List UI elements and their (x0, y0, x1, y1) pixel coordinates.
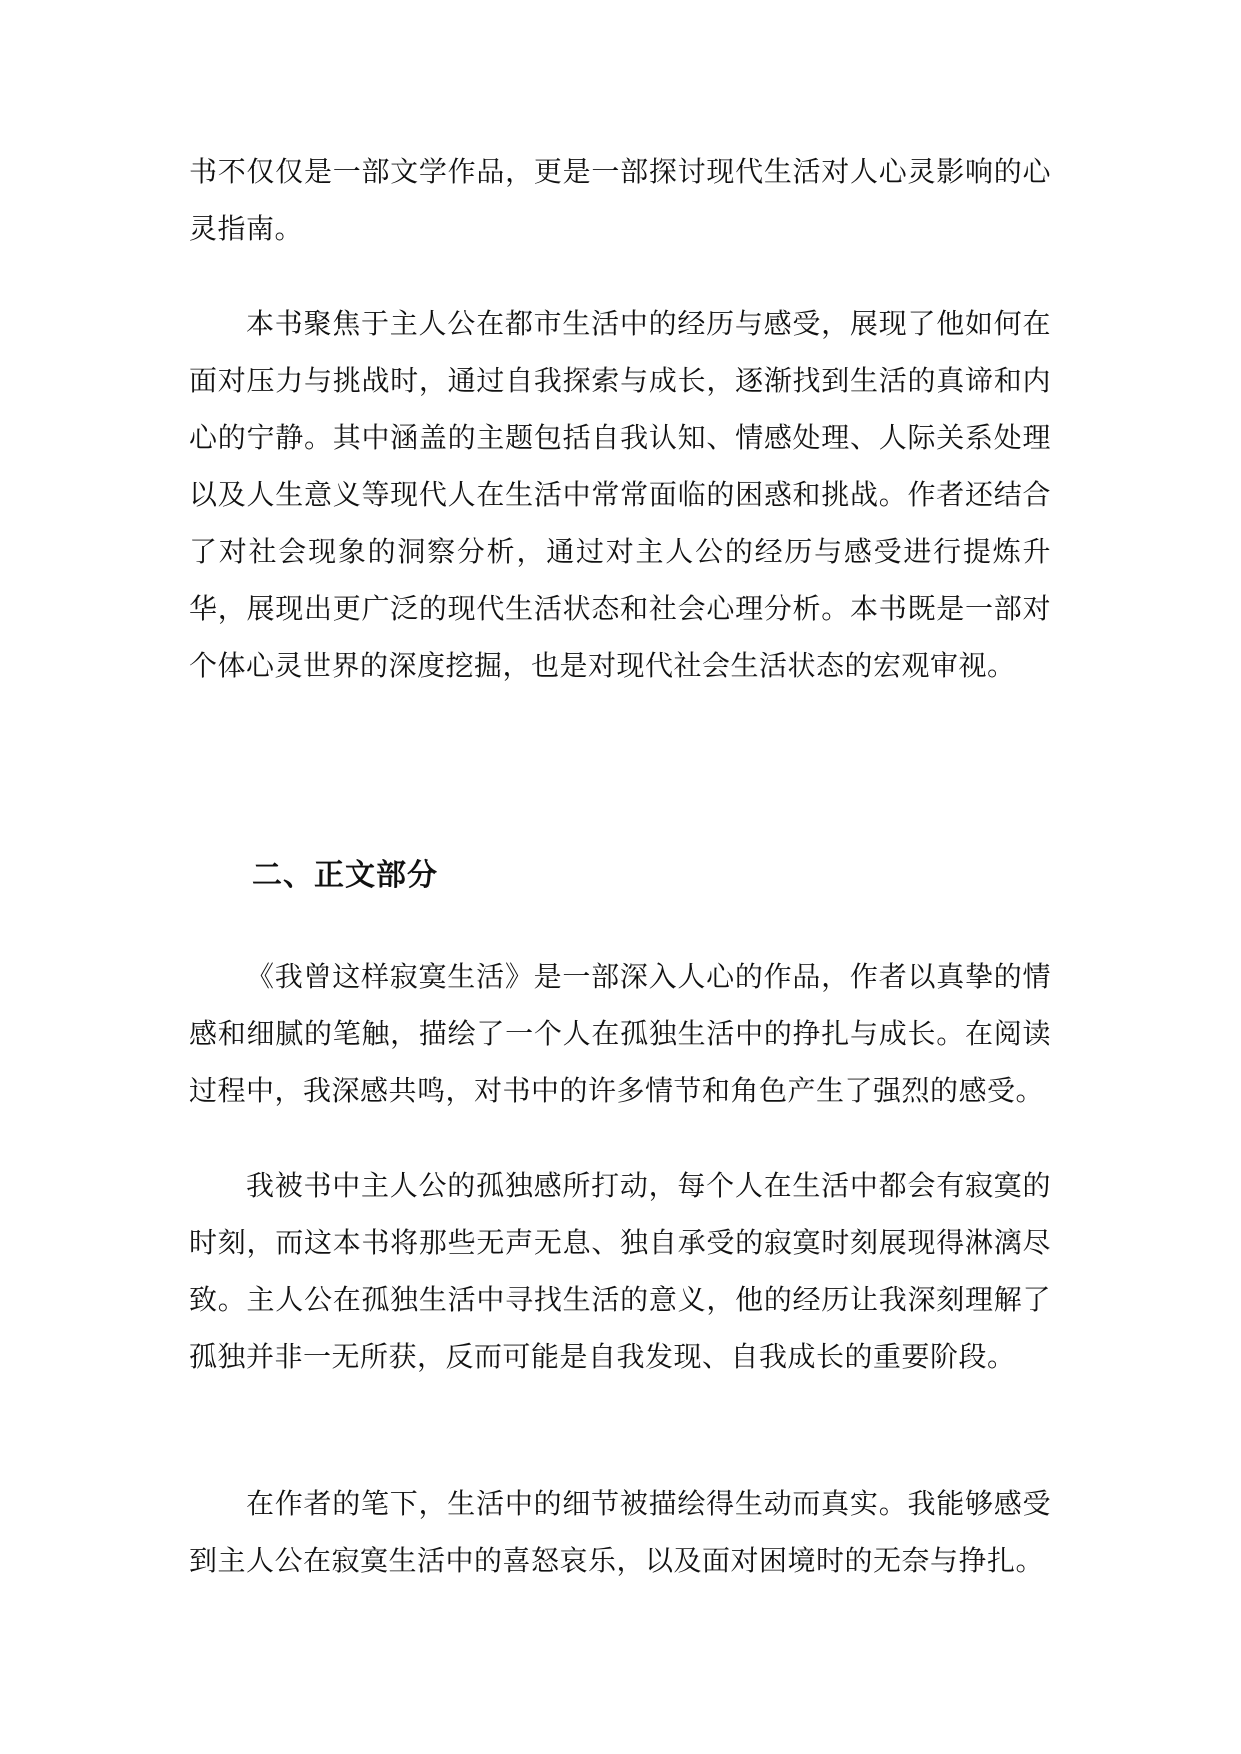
paragraph-body-1: 《我曾这样寂寞生活》是一部深入人心的作品，作者以真挚的情感和细腻的笔触，描绘了一个人在孤独生活中的挣扎与成长。在阅读过程中，我深感共鸣，对书中的许多情节和角色产生了强烈的感受。 (189, 960, 1051, 1107)
paragraph-body-2: 我被书中主人公的孤独感所打动，每个人在生活中都会有寂寞的时刻，而这本书将那些无声无息、独自承受的寂寞时刻展现得淋漓尽致。主人公在孤独生活中寻找生活的意义，他的经历让我深刻理解了孤独并非一无所获，反而可能是自我发现、自我成长的重要阶段。 (189, 1169, 1051, 1373)
paragraph-intro-continuation: 书不仅仅是一部文学作品，更是一部探讨现代生活对人心灵影响的心灵指南。 (189, 155, 1051, 245)
paragraph-book-focus: 本书聚焦于主人公在都市生活中的经历与感受，展现了他如何在面对压力与挑战时，通过自我探索与成长，逐渐找到生活的真谛和内心的宁静。其中涵盖的主题包括自我认知、情感处理、人际关系处理以及人生意义等现代人在生活中常常面临的困惑和挑战。作者还结合了对社会现象的洞察分析，通过对主人公的经历与感受进行提炼升华，展现出更广泛的现代生活状态和社会心理分析。本书既是一部对个体心灵世界的深度挖掘，也是对现代社会生活状态的宏观审视。 (189, 307, 1051, 682)
paragraph-body-3: 在作者的笔下，生活中的细节被描绘得生动而真实。我能够感受到主人公在寂寞生活中的喜怒哀乐，以及面对困境时的无奈与挣扎。 (189, 1487, 1051, 1577)
section-heading: 二、正文部分 (252, 858, 438, 893)
